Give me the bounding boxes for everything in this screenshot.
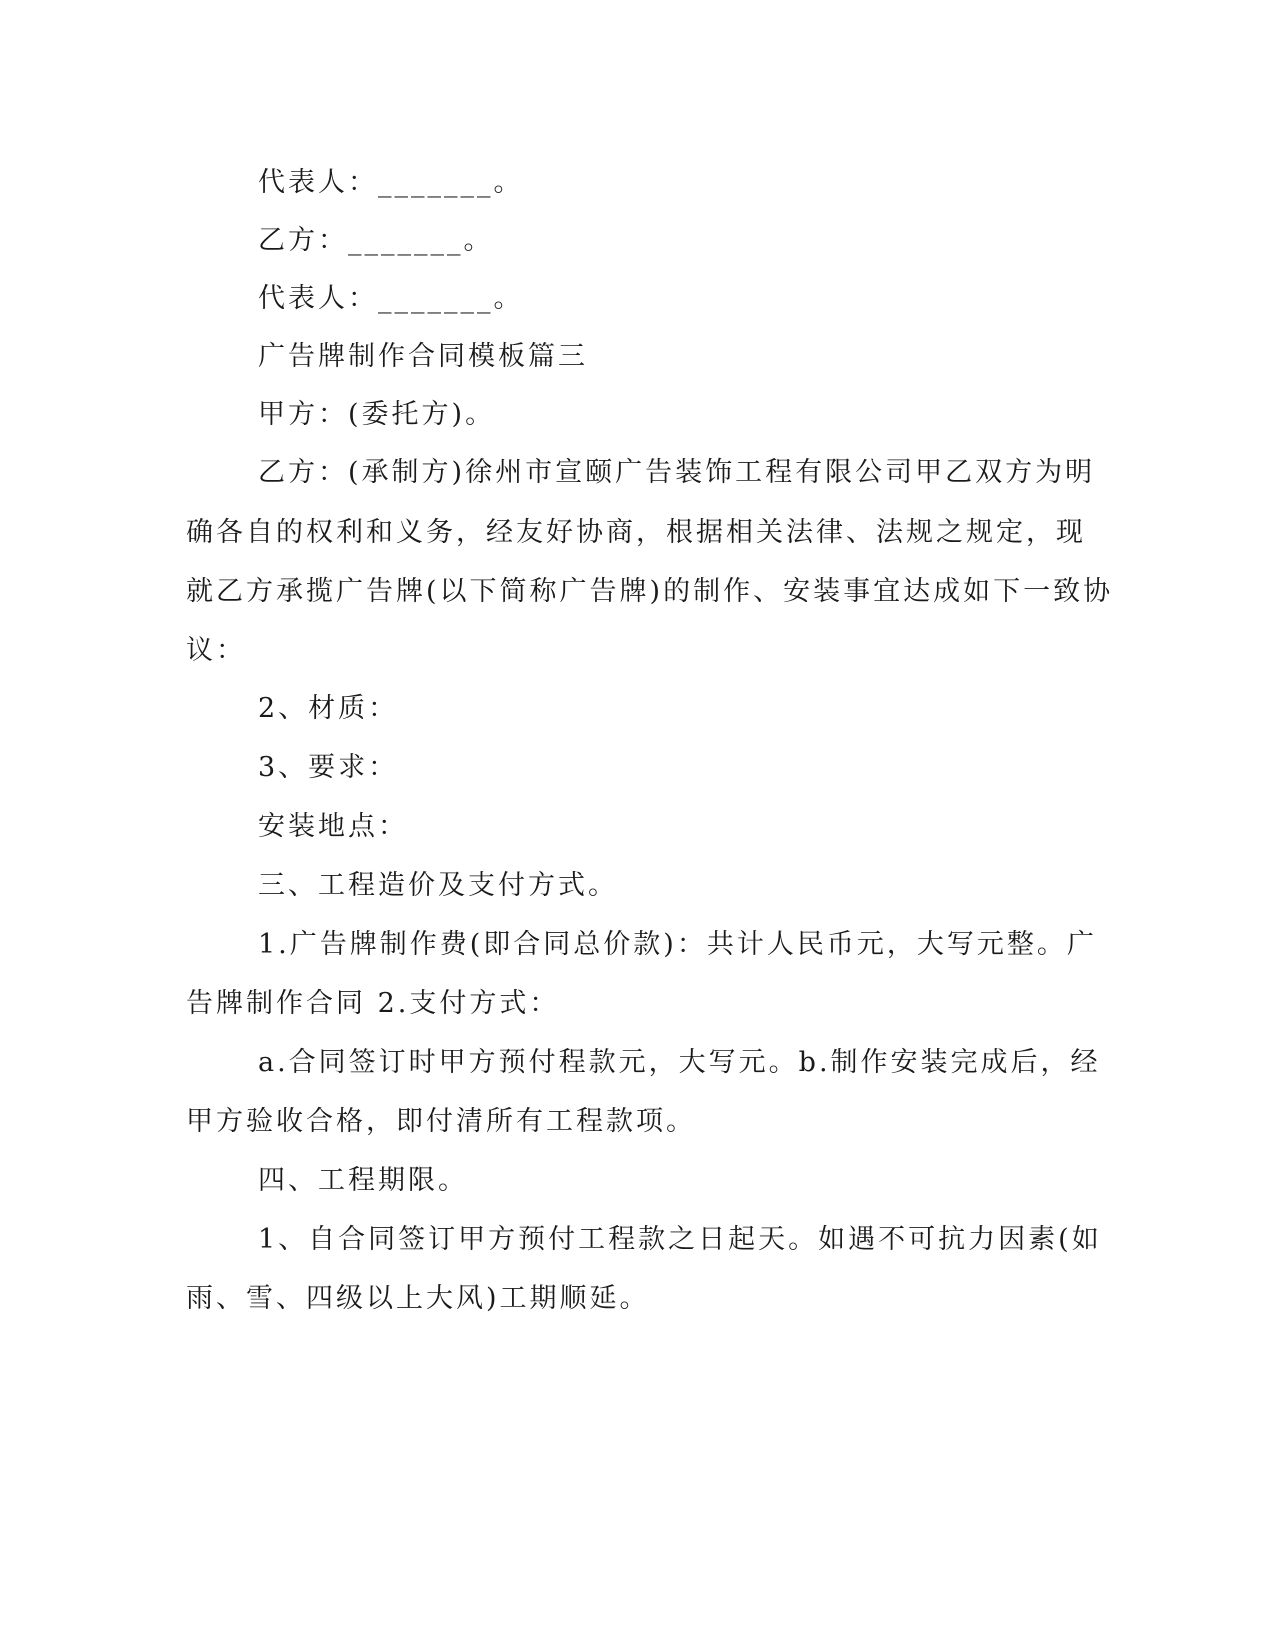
paragraph-line: 就乙方承揽广告牌(以下简称广告牌)的制作、安装事宜达成如下一致协 [186, 576, 1114, 607]
paragraph-line: 代表人：_______。 [258, 283, 524, 314]
section-heading: 三、工程造价及支付方式。 [258, 870, 618, 901]
paragraph-line: 乙方：(承制方)徐州市宣颐广告装饰工程有限公司甲乙双方为明 [258, 457, 1096, 488]
paragraph-line: 乙方：_______。 [258, 225, 494, 256]
paragraph-line: 2、材质： [258, 693, 399, 724]
paragraph-line: 甲方：(委托方)。 [258, 399, 496, 430]
section-heading: 广告牌制作合同模板篇三 [258, 341, 588, 372]
paragraph-line: 1.广告牌制作费(即合同总价款)：共计人民币元，大写元整。广 [258, 929, 1097, 960]
paragraph-line: 告牌制作合同 2.支付方式： [186, 988, 560, 1019]
paragraph-line: 1、自合同签订甲方预付工程款之日起天。如遇不可抗力因素(如 [258, 1224, 1102, 1255]
paragraph-line: 代表人：_______。 [258, 167, 524, 198]
paragraph-line: 雨、雪、四级以上大风)工期顺延。 [186, 1283, 650, 1314]
paragraph-line: 甲方验收合格，即付清所有工程款项。 [186, 1106, 696, 1137]
paragraph-line: 3、要求： [258, 752, 399, 783]
paragraph-line: 确各自的权利和义务，经友好协商，根据相关法律、法规之规定，现 [186, 517, 1086, 548]
section-heading: 四、工程期限。 [258, 1165, 468, 1196]
paragraph-line: 议： [186, 635, 246, 666]
paragraph-line: a.合同签订时甲方预付程款元，大写元。b.制作安装完成后，经 [258, 1047, 1101, 1078]
paragraph-line: 安装地点： [258, 811, 408, 842]
